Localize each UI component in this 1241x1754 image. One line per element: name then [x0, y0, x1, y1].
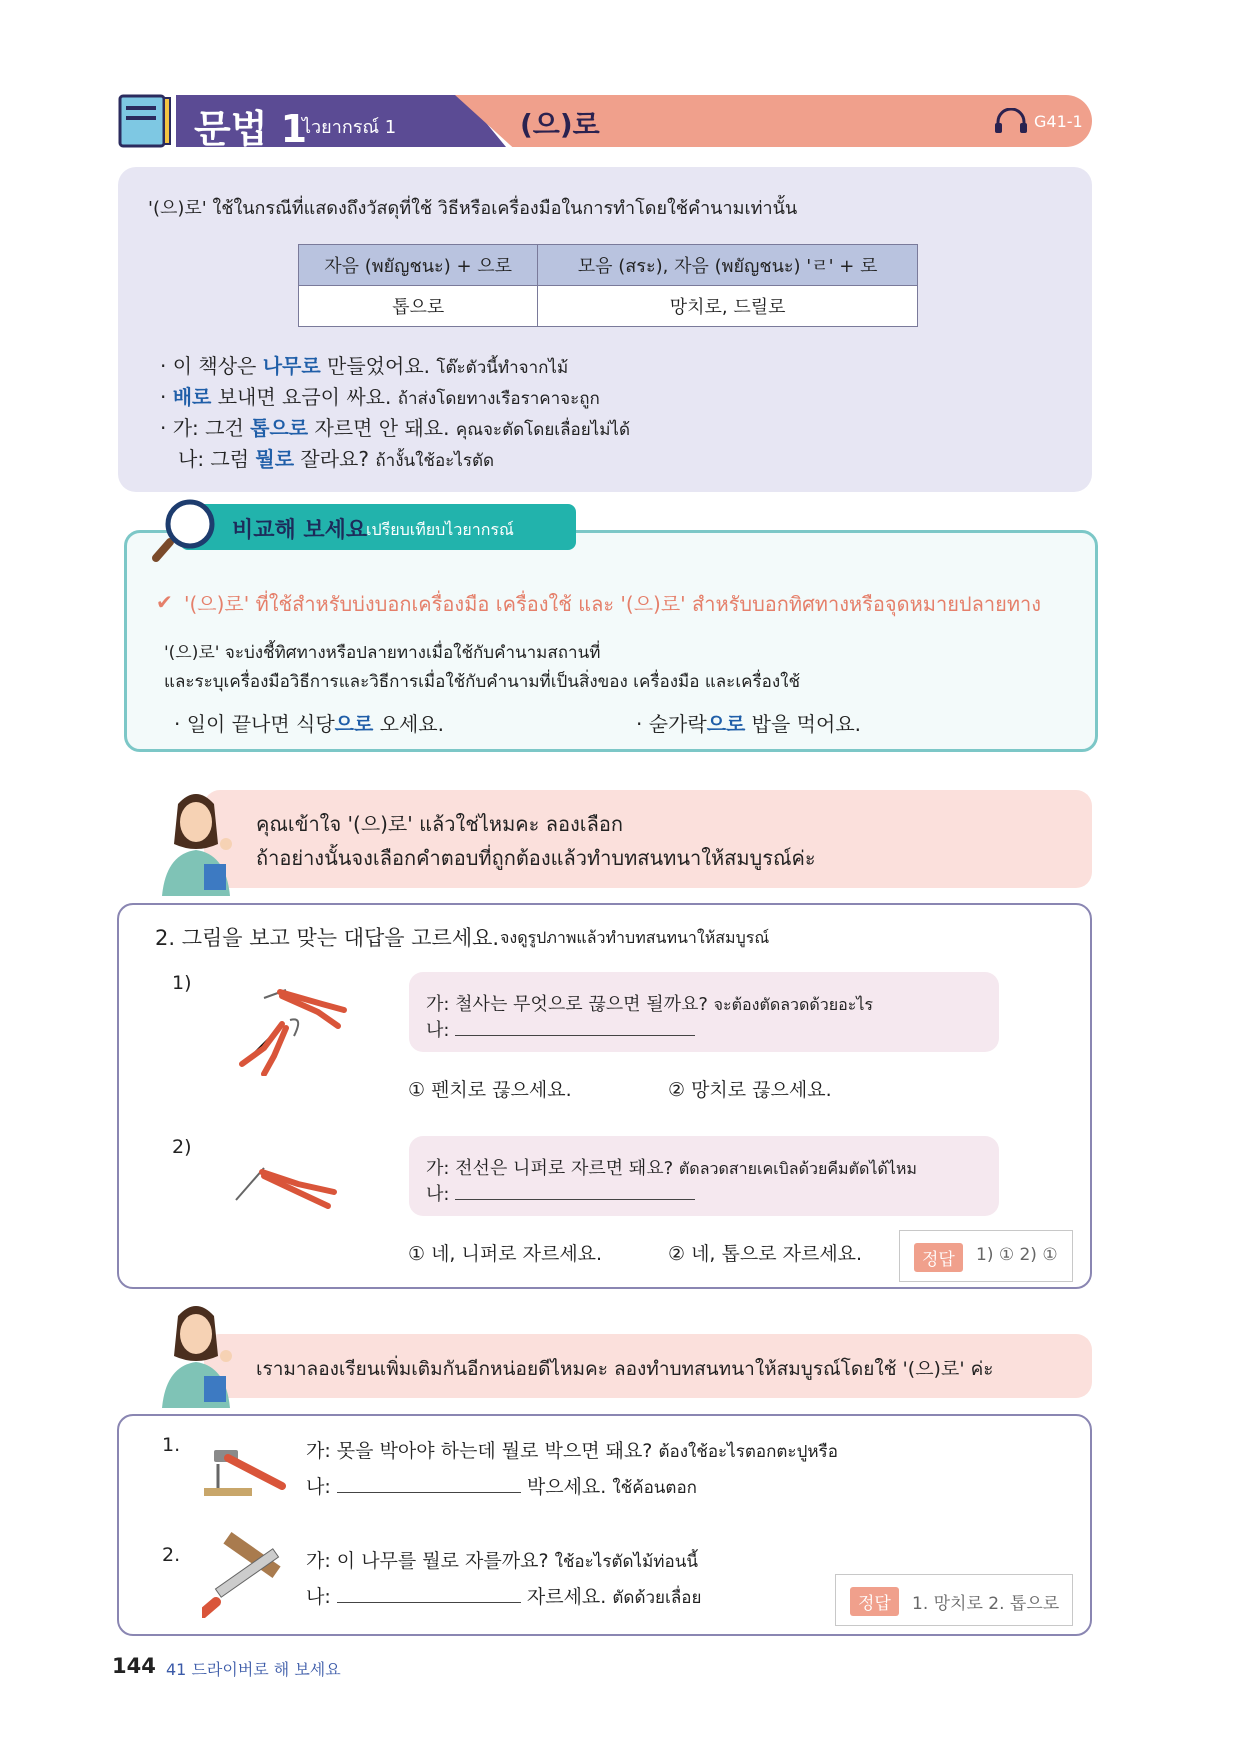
- question-number: 1.: [162, 1434, 181, 1456]
- question-number: 1): [172, 972, 192, 994]
- prompt-line: ถ้าอย่างนั้นจงเลือกคำตอบที่ถูกต้องแล้วทำบทสนทนาให้สมบูรณ์ค่ะ: [256, 846, 816, 870]
- option-1[interactable]: ① 펜치로 끊으세요.: [408, 1079, 572, 1101]
- saw-icon: [202, 1528, 292, 1622]
- grammar-label: 문법 1: [194, 107, 308, 151]
- dialogue-answer-line: 나:: [426, 1180, 695, 1206]
- prompt-line: เรามาลองเรียนเพิ่มเติมกันอีกหน่อยดีไหมคะ ลองทำบทสนทนาให้สมบูรณ์โดยใช้ '(으)로' ค่ะ: [256, 1358, 994, 1380]
- check-icon: ✔: [156, 590, 173, 614]
- question-number: 2): [172, 1136, 192, 1158]
- dialogue-answer-line: 나: 자르세요. ตัดด้วยเลื่อย: [306, 1586, 702, 1608]
- exercise-title: 2. 그림을 보고 맞는 대답을 고르세요.: [155, 926, 500, 950]
- page-number: 144: [112, 1654, 156, 1678]
- prompt-line: คุณเข้าใจ '(으)로' แล้วใช่ไหมคะ ลองเลือก: [256, 812, 623, 836]
- compare-tab-thai: เปรียบเทียบไวยากรณ์: [366, 520, 514, 539]
- example-sentence: · 배로 보내면 요금이 싸요. ถ้าส่งโดยทางเรือราคาจะถูก: [160, 385, 600, 409]
- magnifier-icon: [152, 498, 218, 568]
- example-sentence: 나: 그럼 뭘로 잘라요? ถ้างั้นใช้อะไรตัด: [178, 447, 495, 471]
- headphones-icon[interactable]: [994, 108, 1028, 138]
- answer-text: 1) ① 2) ①: [976, 1245, 1058, 1265]
- answer-text: 1. 망치로 2. 톱으로: [912, 1594, 1060, 1614]
- compare-tab-title: 비교해 보세요: [232, 518, 368, 543]
- answer-tag: 정답: [850, 1587, 899, 1616]
- audio-code: G41-1: [1034, 112, 1083, 131]
- example-sentence: · 가: 그건 톱으로 자르면 안 돼요. คุณจะตัดโดยเลื่อยไม่ได้: [160, 416, 631, 440]
- answer-tag: 정답: [914, 1243, 963, 1272]
- teacher-illustration: [148, 784, 244, 900]
- dialogue-question: 가: 전선은 니퍼로 자르면 돼요? ตัดลวดสายเคเบิลด้วยคีมตัดได้ไหม: [426, 1158, 917, 1179]
- option-2[interactable]: ② 망치로 끊으세요.: [668, 1079, 832, 1101]
- example-sentence: · 이 책상은 나무로 만들었어요. โต๊ะตัวนี้ทำจากไม้: [160, 354, 569, 378]
- compare-example-right: · 숟가락으로 밥을 먹어요.: [636, 712, 862, 736]
- compare-heading: '(으)로' ที่ใช้สำหรับบ่งบอกเครื่องมือ เครื่องใช้ และ '(으)로' สำหรับบอกทิศทางหรือจุดหมายปลายทาง: [184, 592, 1041, 616]
- page-title: (으)로: [520, 108, 600, 141]
- exercise-title-thai: จงดูรูปภาพแล้วทำบทสนทนาให้สมบูรณ์: [500, 928, 770, 947]
- nippers-icon: [234, 1152, 354, 1216]
- answer-key-box: [835, 1574, 1073, 1626]
- compare-line: '(으)로' จะบ่งชี้ทิศทางหรือปลายทางเมื่อใช้กับคำนามสถานที่: [164, 643, 601, 663]
- grammar-thai-label: ไวยากรณ์ 1: [302, 117, 397, 138]
- chapter-title: 41 드라이버로 해 보세요: [166, 1660, 341, 1679]
- dialogue-question: 가: 이 나무를 뭘로 자를까요? ใช้อะไรตัดไม้ท่อนนี้: [306, 1550, 698, 1572]
- question-number: 2.: [162, 1544, 181, 1566]
- table-header-vowel: 모음 (สระ), 자음 (พยัญชนะ) 'ㄹ' + 로: [538, 245, 918, 286]
- option-2[interactable]: ② 네, 톱으로 자르세요.: [668, 1243, 863, 1265]
- compare-line: และระบุเครื่องมือวิธีการและวิธีการเมื่อใช้กับคำนามที่เป็นสิ่งของ เครื่องมือ และเครื่องใช้: [164, 672, 800, 692]
- pliers-icon: [234, 976, 354, 1080]
- teacher-illustration: [148, 1296, 244, 1412]
- table-header-consonant: 자음 (พยัญชนะ) + 으로: [299, 245, 538, 286]
- answer-key-box: [899, 1230, 1073, 1282]
- table-value-consonant: 톱으로: [299, 286, 538, 327]
- table-value-vowel: 망치로, 드릴로: [538, 286, 918, 327]
- dialogue-answer-line: 나:: [426, 1016, 695, 1042]
- compare-example-left: · 일이 끝나면 식당으로 오세요.: [174, 712, 444, 736]
- option-1[interactable]: ① 네, 니퍼로 자르세요.: [408, 1243, 603, 1265]
- dialogue-answer-line: 나: 박으세요. ใช้ค้อนตอก: [306, 1476, 697, 1498]
- dialogue-question: 가: 못을 박아야 하는데 뭘로 박으면 돼요? ต้องใช้อะไรตอกตะปูหรือ: [306, 1440, 838, 1462]
- grammar-book-icon: [118, 94, 176, 148]
- rule-description: '(으)로' ใช้ในกรณีที่แสดงถึงวัสดุที่ใช้ วิธีหรือเครื่องมือในการทำโดยใช้คำนามเท่านั้น: [148, 198, 798, 219]
- conjugation-table: [298, 244, 918, 327]
- hammer-icon: [204, 1436, 288, 1504]
- dialogue-question: 가: 철사는 무엇으로 끊으면 될까요? จะต้องตัดลวดด้วยอะไร: [426, 994, 874, 1015]
